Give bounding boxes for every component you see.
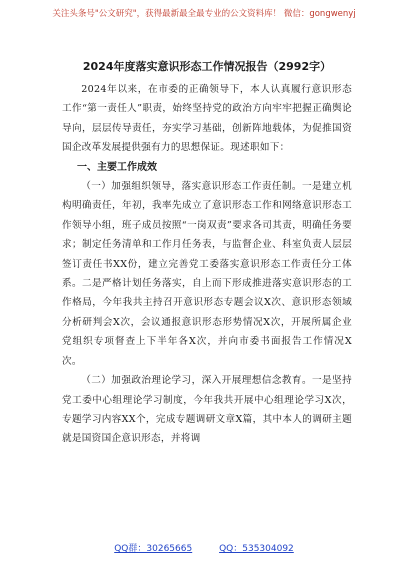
- document-page: [62, 58, 352, 449]
- qq-group-link[interactable]: QQ群：30265665: [114, 544, 193, 554]
- document-title: 2024年度落实意识形态工作情况报告（2992字）: [82, 60, 332, 73]
- body-paragraph-1: （一）加强组织领导，落实意识形态工作责任制。一是建立机构明确责任，年初，我率先成立了意识形态工作和网络意识形态工作领导小组，班子成员按照“一岗双责”要求各司其责，明确任务要求；制定任务清单和工作月任务表，与监督企业、科室负责人层层签订责任书XX份，建立完善党工委落实意识形态工作责任分工体系。二是严格计划任务落实，自上而下形成推进落实意识形态的工作格局，今年我共主持召开意识形态专题会议X次、意识形态领域分析研判会X次，会议通报意识形态形势情况X次，开展所属企业党组织专项督查上下半年各X次，并向市委书面报告工作情况X次。: [62, 181, 352, 367]
- section-heading: 一、主要工作成效: [77, 161, 157, 173]
- footer-contacts: [0, 541, 408, 554]
- body-paragraph-2: （二）加强政治理论学习，深入开展理想信念教育。一是坚持党工委中心组理论学习制度，今年我共开展中心组理论学习X次，专题学习内容XX个，完成专题调研文章X篇，其中本人的调研主题就是国资国企意识形态，并将调: [62, 375, 352, 445]
- header-banner: 关注头条号"公文研究"，获得最新最全最专业的公文资料库！ 微信：gongwenyj: [52, 9, 356, 19]
- intro-paragraph: 2024年以来，在市委的正确领导下，本人认真履行意识形态工作“第一责任人”职责，始终坚持党的政治方向牢牢把握正确舆论导向，层层传导责任，夯实学习基础，创新阵地载体，为促推国资国企改革发展提供强有力的思想保证。现述职如下：: [62, 84, 352, 154]
- qq-contact-link[interactable]: QQ：535304092: [219, 544, 294, 554]
